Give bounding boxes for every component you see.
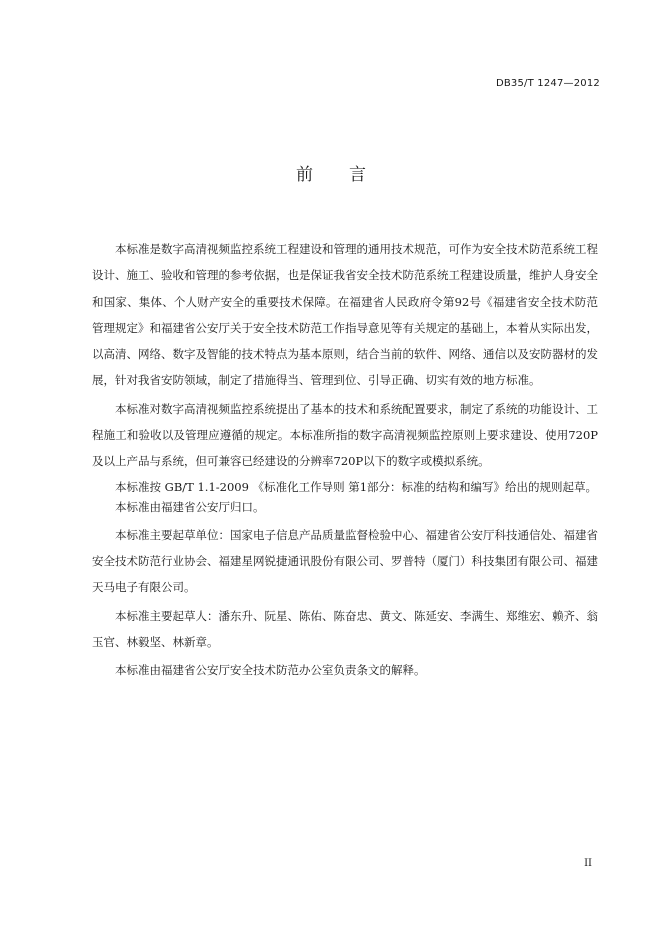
paragraph-requirements: 本标准对数字高清视频监控系统提出了基本的技术和系统配置要求，制定了系统的功能设计、工程施工和验收以及管理应遵循的规定。本标准所指的数字高清视频监控原则上要求建设、使用720P及以上产品与系统，但可兼容已经建设的分辨率720P以下的数字或模拟系统。 <box>92 401 598 469</box>
paragraph-purpose: 本标准是数字高清视频监控系统工程建设和管理的通用技术规范，可作为安全技术防范系统工程设计、施工、验收和管理的参考依据，也是保证我省安全技术防范系统工程建设质量，维护人身安全和国家、集体、个人财产安全的重要技术保障。在福建省人民政府令第92号《福建省安全技术防范管理规定》和福建省公安厅关于安全技术防范工作指导意见等有关规定的基础上，本着从实际出发，以高清、网络、数字及智能的技术特点为基本原则，结合当前的软件、网络、通信以及安防器材的发展，针对我省安防领域，制定了措施得当、管理到位、引导正确、切实有效的地方标准。 <box>92 242 598 388</box>
standard-code: DB35/T 1247—2012 <box>495 78 600 89</box>
page-title: 前言 <box>296 165 402 185</box>
document-body <box>92 236 598 683</box>
paragraph-drafting-rules: 本标准按 GB/T 1.1-2009 《标准化工作导则 第1部分：标准的结构和编写》给出的规则起草。 <box>115 479 598 494</box>
paragraph-centralized: 本标准由福建省公安厅归口。 <box>115 499 265 514</box>
paragraph-drafting-units: 本标准主要起草单位：国家电子信息产品质量监督检验中心、福建省公安厅科技通信处、福建省安全技术防范行业协会、福建星网锐捷通讯股份有限公司、罗普特（厦门）科技集团有限公司、福建天马电子有限公司。 <box>92 527 598 595</box>
paragraph-drafters: 本标准主要起草人：潘东升、阮星、陈佑、陈奋忠、黄文、陈延安、李满生、郑维宏、赖齐、翁玉官、林毅坚、林新章。 <box>92 608 598 649</box>
page-number: II <box>584 858 592 869</box>
paragraph-interpretation: 本标准由福建省公安厅安全技术防范办公室负责条文的解释。 <box>115 663 426 678</box>
